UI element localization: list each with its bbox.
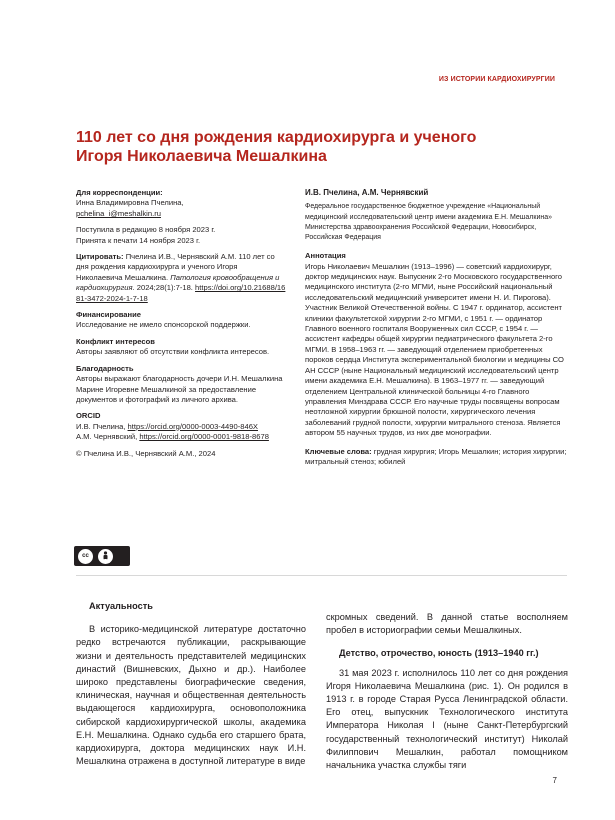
citation-journal: Патология кровообращения и кардиохирургия: [76, 272, 280, 293]
funding-text: Исследование не имело спонсорской поддержки.: [76, 320, 251, 330]
orcid-author-1: И.В. Пчелина,: [76, 421, 128, 431]
keywords: [305, 447, 567, 468]
accepted-date: Принята к печати 14 ноября 2023 г.: [76, 235, 201, 245]
received-date: Поступила в редакцию 8 ноября 2023 г.: [76, 225, 216, 235]
funding-block: [76, 310, 286, 331]
body-paragraph-2: 31 мая 2023 г. исполнилось 110 лет со дня рождения Игоря Николаевича Мешалкина (рис. 1). Он родился в 1913 г. в городе Старая Русса Ленинградской области. Его отец, выпускник Технологического института Императора Николая I (ныне Санкт-Петербургский государственный технологический институт) Николай Филиппович Мешалкин, работал помощником начальника участка службы тяги: [326, 667, 568, 771]
citation-doi-link[interactable]: https://doi.org/10.21688/1681-3472-2024-1-7-18: [76, 283, 286, 303]
conflict-block: [76, 337, 286, 358]
correspondence-email-link[interactable]: pchelina_i@meshalkin.ru: [76, 208, 161, 218]
body-left-column: [76, 600, 306, 768]
section-heading-relevance: Актуальность: [89, 601, 153, 611]
body-paragraph-1-continued: скромных сведений. В данной статье восполняем пробел в историографии семьи Мешалкиных.: [326, 612, 568, 636]
dates-block: [76, 225, 286, 246]
citation-label: Цитировать:: [76, 252, 124, 262]
citation-block: [76, 252, 286, 304]
cc-icon: cc: [77, 548, 94, 565]
page-number: 7: [552, 776, 557, 785]
correspondence-heading: Для корреспонденции:: [76, 188, 163, 197]
orcid-link-2[interactable]: https://orcid.org/0000-0001-9818-8678: [139, 432, 269, 442]
article-title: 110 лет со дня рождения кардиохирурга и ученого Игоря Николаевича Мешалкина: [76, 129, 477, 165]
body-paragraph-1: В историко-медицинской литературе достаточно редко встречаются публикации, раскрывающие жизни и деятельность представителей медицинских династий (Вишневских, Дыхно и др.). Наиболее широко представлены биографические сведения, клиническая, научная и общественная деятельность выдающегося кардиохирурга, основоположника сибирской кардиохирургической школы, академика Е.Н. Мешалкина. Однако судьба его старшего брата, кардиохирурга, доктора медицинских наук И.Н. Мешалкина отражена в доступной литературе в виде: [76, 624, 306, 767]
acknowledgment-heading: Благодарность: [76, 363, 134, 373]
acknowledgment-text: Авторы выражают благодарность дочери И.Н. Мешалкина Марине Игоревне Мешалкиной за предоставление документов и фотографий из личного архива.: [76, 374, 283, 404]
abstract-text: Игорь Николаевич Мешалкин (1913–1996) — советский кардиохирург, доктор медицинских наук. Выпускник 2-го Московского государственного медицинского института (2-го МГМИ, ныне Российский национальный исследовательский медицинский университет имени Н. И. Пирогова). Участник Великой Отечественной войны. С 1947 г. ординатор, ассистент клиники факультетской хирургии 2-го МГМИ, с 1951 г. — ординатор Главного военного госпиталя Вооруженных сил СССР, с 1954 г. — ассистент кафедры общей хирургии педиатрического факультета 2-го МГМИ. В 1958–1963 гг. — заведующий отделением приобретенных пороков сердца Института экспериментальной биологии и медицины СО АН СССР (ныне Национальный медицинский исследовательский центр имени академика Е.Н. Мешалкина). В 1963–1977 гг. — заведующий отделением Центральной клинической больницы 4-го Главного управления Минздрава СССР. Его научные труды посвящены вопросам неотложной хирургии брюшной полости, хирургического лечения заболеваний грудной полости, хирургии митрального стеноза. Является автором 55 научных трудов, из них две монографии.: [305, 261, 564, 438]
orcid-block: [76, 411, 286, 442]
correspondence-name: Инна Владимировна Пчелина,: [76, 198, 184, 208]
orcid-link-1[interactable]: https://orcid.org/0000-0003-4490-846X: [127, 421, 258, 431]
divider: [76, 575, 567, 576]
abstract-heading: Аннотация: [305, 251, 346, 261]
body-right-column: [326, 611, 568, 772]
orcid-author-2: А.М. Чернявский,: [76, 432, 140, 442]
citation-text: Пчелина И.В., Чернявский А.М. 110 лет со дня рождения кардиохирурга и ученого Игоря Николаевича Мешалкина.: [76, 252, 275, 282]
abstract-column: [305, 188, 567, 467]
conflict-text: Авторы заявляют об отсутствии конфликта интересов.: [76, 347, 270, 357]
institution: Федеральное государственное бюджетное учреждение «Национальный медицинский исследовательский центр имени академика Е.Н. Мешалкина» Министерства здравоохранения Российской Федерации, Новосибирск, Российская Федерация: [305, 203, 553, 242]
keywords-text: грудная хирургия; Игорь Мешалкин; история хирургии; митральный стеноз; юбилей: [305, 446, 567, 466]
section-heading-childhood: Детство, отрочество, юность (1913–1940 гг.): [339, 648, 539, 659]
acknowledgment-block: [76, 364, 286, 406]
keywords-label: Ключевые слова:: [305, 446, 372, 456]
correspondence-block: [76, 188, 286, 219]
citation-details: . 2024;28(1):7-18.: [132, 283, 196, 293]
section-tag: ИЗ ИСТОРИИ КАРДИОХИРУРГИИ: [438, 76, 555, 83]
metadata-column: [76, 188, 286, 465]
by-label: BY: [104, 559, 111, 565]
conflict-heading: Конфликт интересов: [76, 336, 155, 346]
author-names: И.В. Пчелина, А.М. Чернявский: [305, 188, 429, 197]
funding-heading: Финансирование: [76, 310, 141, 320]
copyright: © Пчелина И.В., Чернявский А.М., 2024: [76, 448, 216, 458]
orcid-heading: ORCID: [76, 411, 101, 421]
cc-by-license-badge[interactable]: [74, 546, 130, 566]
